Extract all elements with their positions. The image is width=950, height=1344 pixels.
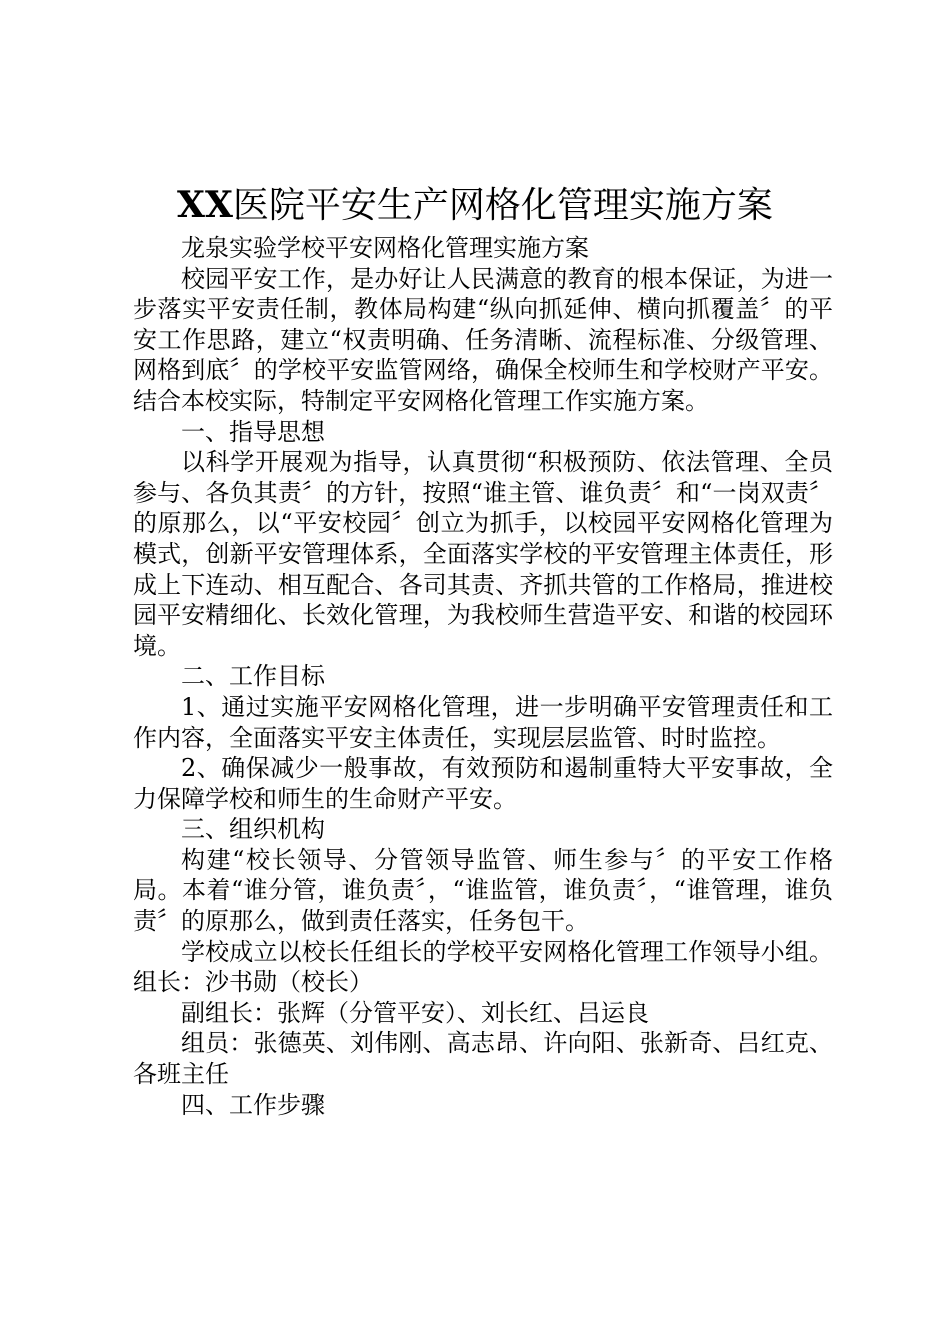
subtitle-paragraph: 龙泉实验学校平安网格化管理实施方案 — [181, 234, 589, 262]
section-heading-guiding-thought: 一、指导思想 — [181, 417, 325, 446]
document-body — [133, 233, 833, 1120]
section-heading-work-goals: 二、工作目标 — [181, 662, 325, 691]
goal-item-2: 2、确保减少一般事故，有效预防和遏制重特大平安事故，全力保障学校和师生的生命财产平安。 — [133, 754, 833, 813]
guiding-thought-paragraph: 以科学开展观为指导，认真贯彻“积极预防、依法管理、全员参与、各负其责〞的方针，按照“谁主管、谁负责〞和“一岗双责〞的原那么，以“平安校园〞创立为抓手，以校园平安网格化管理为模式，创新平安管理体系，全面落实学校的平安管理主体责任，形成上下连动、相互配合、各司其责、齐抓共管的工作格局，推进校园平安精细化、长效化管理，为我校师生营造平安、和谐的校园环境。 — [133, 448, 833, 660]
leading-group-paragraph: 学校成立以校长任组长的学校平安网格化管理工作领导小组。组长：沙书勋（校长） — [133, 937, 833, 997]
title-prefix: XX — [177, 184, 233, 226]
organization-paragraph: 构建“校长领导、分管领导监管、师生参与〞的平安工作格局。本着“谁分管，谁负责〞，“谁监管，谁负责〞，“谁管理，谁负责〞的原那么，做到责任落实，任务包干。 — [133, 845, 833, 936]
title-text: 医院平安生产网格化管理实施方案 — [232, 185, 773, 226]
section-heading-work-steps: 四、工作步骤 — [181, 1090, 325, 1119]
goal-item-1: 1、通过实施平安网格化管理，进一步明确平安管理责任和工作内容，全面落实平安主体责任，实现层层监管、时时监控。 — [133, 692, 833, 752]
intro-paragraph: 校园平安工作，是办好让人民满意的教育的根本保证，为进一步落实平安责任制，教体局构建“纵向抓延伸、横向抓覆盖〞的平安工作思路，建立“权责明确、任务清晰、流程标准、分级管理、网格到底〞的学校平安监管网络，确保全校师生和学校财产平安。结合本校实际，特制定平安网格化管理工作实施方案。 — [133, 264, 833, 415]
document-title — [0, 180, 950, 231]
deputy-leaders-paragraph: 副组长：张辉（分管平安）、刘长红、吕运良 — [181, 998, 649, 1027]
section-heading-organization: 三、组织机构 — [181, 815, 325, 844]
members-paragraph: 组员：张德英、刘伟刚、高志昂、许向阳、张新奇、吕红克、各班主任 — [133, 1029, 833, 1089]
